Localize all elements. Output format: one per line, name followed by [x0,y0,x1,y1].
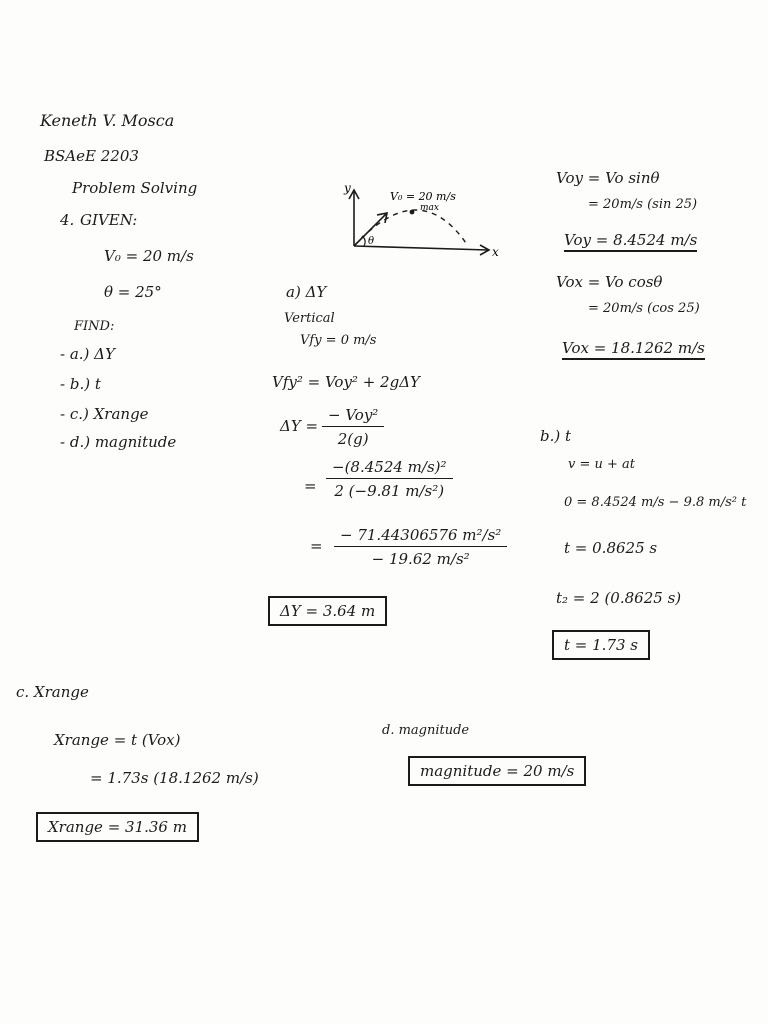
diagram-angle-label: θ [368,236,375,247]
diagram-v0-label: V₀ = 20 m/s [390,190,456,203]
diagram-y-label: y [344,181,351,195]
section-code: BSAeE 2203 [44,147,139,165]
part-a-vfy: Vfy = 0 m/s [300,333,377,348]
fraction-2-numerator: −(8.4524 m/s)² [326,458,453,479]
part-b-equation-4: t₂ = 2 (0.8625 s) [556,589,682,607]
find-label: FIND: [74,319,115,334]
voy-result: Voy = 8.4524 m/s [564,232,697,252]
part-b-answer-box: t = 1.73 s [552,630,650,660]
diagram-max-label: max [420,203,439,213]
part-b-equation-2: 0 = 8.4524 m/s − 9.8 m/s² t [564,495,747,510]
fraction-3-denominator: − 19.62 m/s² [371,550,470,568]
part-c-equation-2: = 1.73s (18.1262 m/s) [90,769,259,787]
diagram-x-label: x [492,245,499,259]
part-b-title: b.) t [540,427,572,445]
vox-result: Vox = 18.1262 m/s [562,340,705,360]
part-b-equation-1: v = u + at [568,457,636,472]
problem-number: 4. [60,211,75,229]
projectile-diagram [340,178,510,263]
part-a-fraction-2 [326,458,453,500]
voy-formula: Voy = Vo sinθ [556,169,660,187]
vox-formula: Vox = Vo cosθ [556,273,663,291]
x-axis-line [354,246,488,250]
given-label: GIVEN: [80,211,138,229]
part-a-fraction-3 [334,526,507,568]
part-b-equation-3: t = 0.8625 s [564,539,658,557]
fraction-1-numerator: − Voy² [322,406,384,427]
part-a-title: a) ΔY [286,283,327,301]
part-d-title: d. magnitude [382,723,470,738]
part-c-answer-box: Xrange = 31.36 m [36,812,199,842]
part-a-fraction-1 [322,406,384,448]
part-a-equals-1: = [304,477,317,495]
part-a-vertical: Vertical [284,311,335,326]
part-a-equation-1: Vfy² = Voy² + 2gΔY [272,373,420,391]
part-c-equation-1: Xrange = t (Vox) [54,731,181,749]
vox-substitution: = 20m/s (cos 25) [588,301,700,316]
find-item-a: - a.) ΔY [60,345,115,363]
fraction-2-denominator: 2 (−9.81 m/s²) [334,482,445,500]
student-name: Keneth V. Mosca [40,111,175,130]
voy-substitution: = 20m/s (sin 25) [588,197,698,212]
fraction-1-denominator: 2(g) [337,430,369,448]
find-item-d: - d.) magnitude [60,433,177,451]
find-item-c: - c.) Xrange [60,405,149,423]
fraction-3-numerator: − 71.44306576 m²/s² [334,526,507,547]
given-theta: θ = 25° [104,283,162,301]
max-height-dot [410,210,415,215]
part-c-title: c. Xrange [16,683,89,701]
part-a-equals-2: = [310,537,323,555]
subject-title: Problem Solving [72,179,198,197]
part-a-dy-lhs: ΔY = [280,417,319,435]
given-v0: V₀ = 20 m/s [104,247,194,265]
find-item-b: - b.) t [60,375,101,393]
part-d-answer-box: magnitude = 20 m/s [408,756,586,786]
part-a-answer-box: ΔY = 3.64 m [268,596,387,626]
